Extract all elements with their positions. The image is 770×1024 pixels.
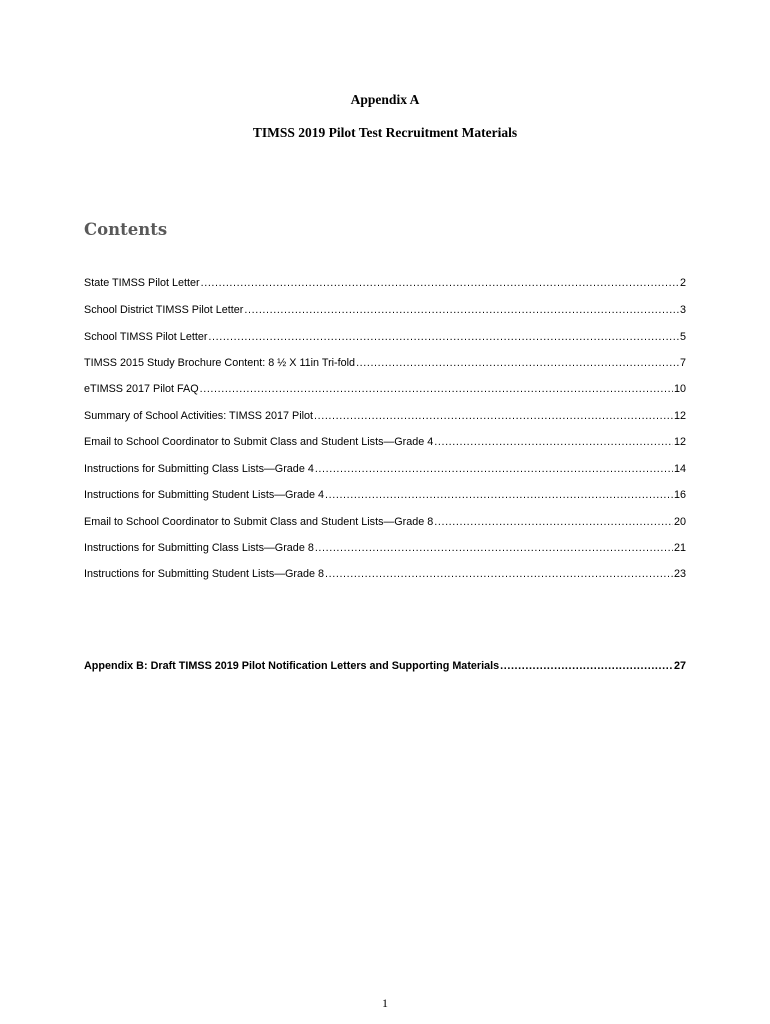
toc-entry-page: 21 bbox=[673, 542, 686, 554]
contents-heading: Contents bbox=[84, 220, 168, 239]
toc-entry-title: Email to School Coordinator to Submit Class and Student Lists—Grade 8 bbox=[84, 516, 434, 528]
toc-entry-title: Summary of School Activities: TIMSS 2017 Pilot bbox=[84, 410, 314, 422]
toc-entry-page: 10 bbox=[673, 383, 686, 395]
toc-entry[interactable] bbox=[84, 463, 686, 479]
toc-entry-page: 2 bbox=[679, 277, 686, 289]
toc-entry[interactable] bbox=[84, 489, 686, 505]
toc-entry-page: 7 bbox=[679, 357, 686, 369]
toc-entry-title: Email to School Coordinator to Submit Class and Student Lists—Grade 4 bbox=[84, 436, 434, 448]
toc-entry-title: TIMSS 2015 Study Brochure Content: 8 ½ X 11in Tri-fold bbox=[84, 357, 356, 369]
toc-entry-page: 16 bbox=[673, 489, 686, 501]
toc-entry[interactable] bbox=[84, 436, 686, 452]
toc-entry-title: Instructions for Submitting Student Lists—Grade 4 bbox=[84, 489, 325, 501]
toc-entry[interactable] bbox=[84, 304, 686, 320]
toc-entry-page: 5 bbox=[679, 331, 686, 343]
toc-entry-page: 20 bbox=[673, 516, 686, 528]
toc-entry-page: 3 bbox=[679, 304, 686, 316]
toc-leader bbox=[200, 383, 673, 395]
toc-leader bbox=[315, 542, 673, 554]
toc-entry-title: Instructions for Submitting Class Lists—Grade 8 bbox=[84, 542, 314, 554]
toc-leader bbox=[315, 463, 673, 475]
toc-leader bbox=[356, 357, 679, 369]
toc-entry[interactable] bbox=[84, 542, 686, 558]
toc-leader bbox=[434, 436, 673, 448]
toc-entry-title: eTIMSS 2017 Pilot FAQ bbox=[84, 383, 199, 395]
toc-entry-page: 23 bbox=[673, 568, 686, 580]
toc-entry-page: 12 bbox=[673, 436, 686, 448]
toc-entry[interactable] bbox=[84, 410, 686, 426]
toc-entry-page: 14 bbox=[673, 463, 686, 475]
toc-entry-title: School TIMSS Pilot Letter bbox=[84, 331, 208, 343]
toc-entry-page: 12 bbox=[673, 410, 686, 422]
toc-entry-appendix-b[interactable] bbox=[84, 660, 686, 676]
toc-leader bbox=[434, 516, 673, 528]
toc-leader bbox=[208, 331, 679, 343]
toc-entry-title: School District TIMSS Pilot Letter bbox=[84, 304, 244, 316]
toc-entry-title: State TIMSS Pilot Letter bbox=[84, 277, 200, 289]
toc-leader bbox=[325, 489, 673, 501]
toc-entry[interactable] bbox=[84, 277, 686, 293]
toc-entry[interactable] bbox=[84, 331, 686, 347]
page-number: 1 bbox=[382, 996, 388, 1010]
toc-leader bbox=[325, 568, 673, 580]
toc-leader bbox=[314, 410, 673, 422]
document-subtitle: TIMSS 2019 Pilot Test Recruitment Materials bbox=[252, 125, 518, 140]
toc-entry-page: 27 bbox=[673, 660, 686, 672]
toc-leader bbox=[201, 277, 679, 289]
toc-entry-title: Instructions for Submitting Class Lists—Grade 4 bbox=[84, 463, 314, 475]
toc-leader bbox=[244, 304, 679, 316]
toc-entry-title: Appendix B: Draft TIMSS 2019 Pilot Notification Letters and Supporting Materials bbox=[84, 660, 500, 672]
toc-entry[interactable] bbox=[84, 516, 686, 532]
toc-entry[interactable] bbox=[84, 383, 686, 399]
toc-leader bbox=[500, 660, 673, 672]
toc-entry-title: Instructions for Submitting Student Lists—Grade 8 bbox=[84, 568, 325, 580]
appendix-heading: Appendix A bbox=[350, 92, 420, 107]
toc-entry[interactable] bbox=[84, 357, 686, 373]
toc-entry[interactable] bbox=[84, 568, 686, 584]
